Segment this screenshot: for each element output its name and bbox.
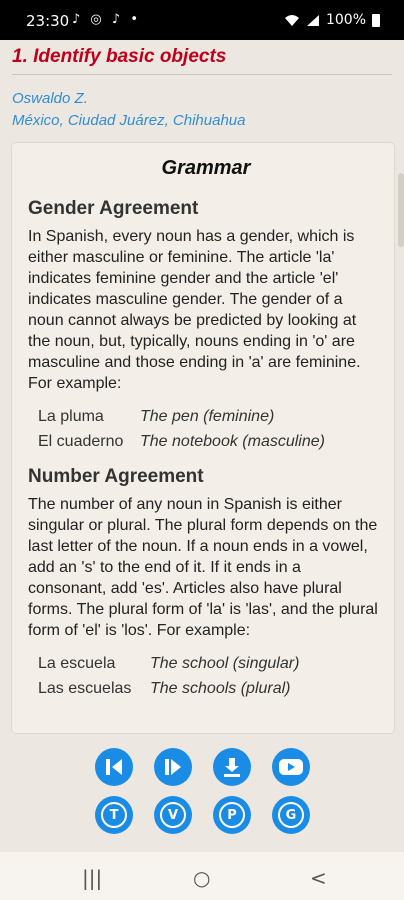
recents-button[interactable]: |||: [82, 866, 103, 890]
previous-icon: [103, 756, 125, 778]
example-english: The pen (feminine): [140, 408, 275, 425]
status-right: [284, 12, 380, 28]
scrollbar[interactable]: [398, 173, 404, 247]
notification-icons: ♪ ◎ ♪ •: [72, 12, 142, 27]
download-button[interactable]: [213, 748, 251, 786]
vocabulary-button[interactable]: [154, 796, 192, 834]
practice-button[interactable]: [213, 796, 251, 834]
example-english: The schools (plural): [150, 680, 291, 697]
card-heading: Grammar: [161, 157, 251, 179]
previous-button[interactable]: [95, 748, 133, 786]
v-icon: V: [160, 802, 186, 828]
example-row: [38, 651, 384, 676]
wifi-icon: [284, 14, 300, 27]
title-divider: [12, 74, 392, 75]
battery-icon: [372, 14, 380, 27]
example-spanish: Las escuelas: [38, 680, 132, 697]
grammar-button[interactable]: [272, 796, 310, 834]
back-button[interactable]: <: [310, 866, 327, 890]
example-table-gender: [38, 404, 384, 454]
section-title-gender: Gender Agreement: [28, 198, 199, 219]
grammar-card[interactable]: [12, 143, 394, 733]
status-time: 23:30: [26, 12, 70, 30]
section-title-number: Number Agreement: [28, 466, 204, 487]
next-icon: [162, 756, 184, 778]
example-spanish: El cuaderno: [38, 433, 124, 450]
home-button[interactable]: ○: [193, 866, 211, 890]
grammar-content: [28, 143, 384, 701]
status-bar: [0, 0, 404, 40]
section-text-number: The number of any noun in Spanish is either singular or plural. The plural form depends on the last letter of the noun. If a noun ends in a vowel, add an 's' to the end of it. If it ends in a consonant, add 'es'. Articles also have plural forms. The plural form of 'la' is 'las', and the plural form of 'el' is 'los'. For example:: [28, 496, 378, 639]
example-row: [38, 404, 384, 429]
next-button[interactable]: [154, 748, 192, 786]
battery-percent: 100%: [325, 12, 366, 28]
lesson-title: 1. Identify basic objects: [12, 46, 227, 67]
t-icon: T: [101, 802, 127, 828]
p-icon: P: [219, 802, 245, 828]
youtube-button[interactable]: [272, 748, 310, 786]
example-table-number: [38, 651, 384, 701]
example-spanish: La pluma: [38, 408, 104, 425]
signal-icon: [306, 14, 320, 27]
youtube-icon: [278, 757, 304, 777]
download-icon: [221, 756, 243, 778]
translation-button[interactable]: [95, 796, 133, 834]
example-english: The school (singular): [150, 655, 300, 672]
g-icon: G: [278, 802, 304, 828]
example-row: [38, 676, 384, 701]
card-fade: [12, 711, 394, 733]
author-name[interactable]: Oswaldo Z.: [12, 90, 88, 107]
example-english: The notebook (masculine): [140, 433, 325, 450]
example-spanish: La escuela: [38, 655, 116, 672]
system-nav-bar: [0, 852, 404, 900]
example-row: [38, 429, 384, 454]
author-location: México, Ciudad Juárez, Chihuahua: [12, 112, 246, 129]
section-text-gender: In Spanish, every noun has a gender, which is either masculine or feminine. The article 'la' indicates feminine gender and the article 'el' indicates masculine gender. The gender of a noun cannot always be predicted by looking at the noun, but, typically, nouns ending in 'o' are masculine and those ending in 'a' are feminine. For example:: [28, 228, 361, 392]
